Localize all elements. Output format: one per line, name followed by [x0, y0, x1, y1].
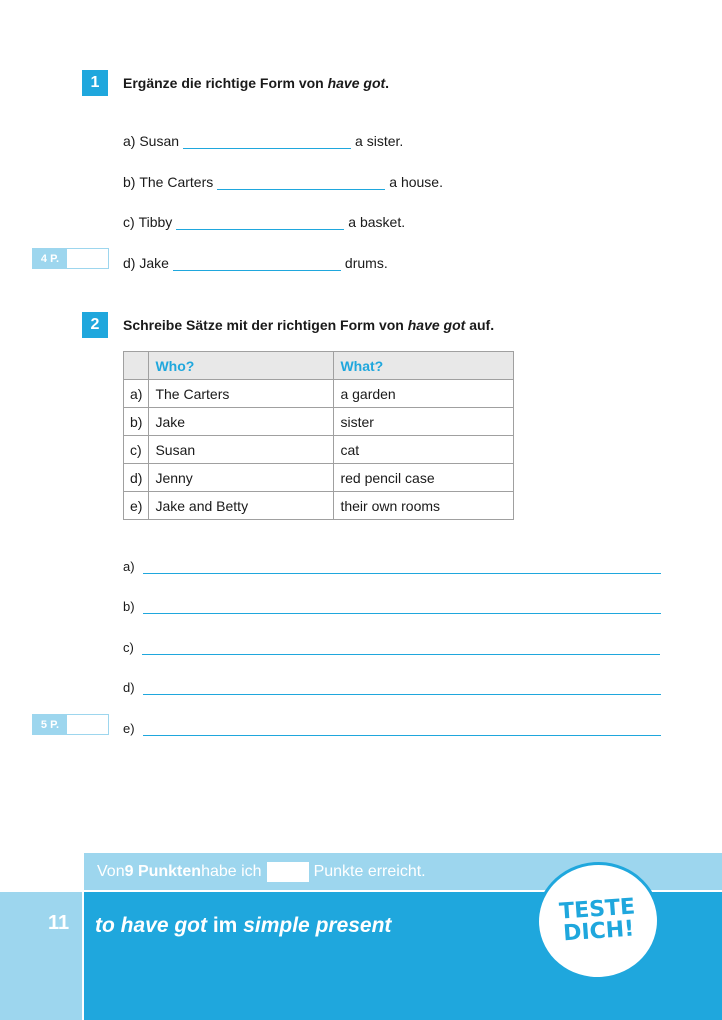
answer-letter: e)	[123, 721, 135, 736]
score-text-post: Punkte erreicht.	[313, 862, 426, 880]
table-row	[124, 408, 514, 436]
answer-line-b	[123, 599, 661, 614]
row-letter: d)	[124, 464, 149, 492]
item-letter: c)	[123, 214, 135, 230]
score-total: 9 Punkten	[124, 862, 202, 880]
badge-line-1: TESTE	[558, 894, 636, 925]
item-rest: a basket.	[348, 214, 406, 230]
answer-input[interactable]	[143, 599, 661, 614]
score-text-mid: habe ich	[201, 862, 262, 880]
row-letter: b)	[124, 408, 149, 436]
task-1-points-box	[32, 248, 109, 269]
task-1-title-end: .	[385, 75, 390, 91]
chapter-title-part-3: simple present	[243, 914, 392, 937]
table-row	[124, 492, 514, 520]
item-rest: a house.	[389, 174, 443, 190]
task-1-item-c	[123, 214, 405, 230]
points-label: 5 P.	[33, 715, 67, 734]
row-who: Susan	[149, 436, 334, 464]
row-who: The Carters	[149, 380, 334, 408]
row-who: Jake and Betty	[149, 492, 334, 520]
answer-letter: a)	[123, 559, 135, 574]
task-1-title-emphasis: have got	[327, 75, 386, 91]
answer-input[interactable]	[142, 640, 660, 655]
task-1-title-text: Ergänze die richtige Form von	[123, 75, 328, 91]
table-row	[124, 464, 514, 492]
item-letter: a)	[123, 133, 136, 149]
row-letter: a)	[124, 380, 149, 408]
answer-line-a	[123, 559, 661, 574]
row-who: Jake	[149, 408, 334, 436]
item-subject: Jake	[139, 255, 169, 271]
row-who: Jenny	[149, 464, 334, 492]
row-letter: c)	[124, 436, 149, 464]
row-letter: e)	[124, 492, 149, 520]
table-header-row	[124, 352, 514, 380]
table-header-letter	[124, 352, 149, 380]
chapter-title-part-2: im	[207, 914, 244, 937]
item-subject: Susan	[139, 133, 180, 149]
points-input[interactable]	[67, 249, 108, 268]
answer-letter: c)	[123, 640, 134, 655]
task-1-item-b	[123, 174, 443, 190]
points-input[interactable]	[67, 715, 108, 734]
chapter-title-part-1: to have got	[95, 914, 208, 937]
item-letter: b)	[123, 174, 136, 190]
answer-input[interactable]	[143, 680, 661, 695]
page-number-column	[0, 892, 82, 1020]
table-header-what: What?	[334, 352, 514, 380]
chapter-title	[95, 914, 391, 938]
answer-letter: b)	[123, 599, 135, 614]
item-rest: a sister.	[355, 133, 404, 149]
badge-line-2: DICH!	[562, 916, 636, 947]
table-row	[124, 436, 514, 464]
item-rest: drums.	[344, 255, 388, 271]
points-label: 4 P.	[33, 249, 67, 268]
answer-line-d	[123, 680, 661, 695]
answer-line-e	[123, 721, 661, 736]
task-2-title-end: auf.	[465, 317, 495, 333]
task-1-item-a	[123, 133, 403, 149]
fill-in-blank[interactable]	[176, 215, 344, 230]
score-text-pre: Von	[97, 862, 125, 880]
answer-letter: d)	[123, 680, 135, 695]
answer-input[interactable]	[143, 559, 661, 574]
fill-in-blank[interactable]	[217, 175, 385, 190]
row-what: their own rooms	[334, 492, 514, 520]
item-subject: Tibby	[138, 214, 173, 230]
task-2-title	[123, 317, 494, 333]
task-2-number: 2	[82, 312, 108, 338]
table-header-who: Who?	[149, 352, 334, 380]
fill-in-blank[interactable]	[173, 256, 341, 271]
who-what-table	[123, 351, 514, 520]
answer-input[interactable]	[143, 721, 661, 736]
fill-in-blank[interactable]	[183, 134, 351, 149]
score-total-input[interactable]	[267, 862, 309, 882]
task-2-points-box	[32, 714, 109, 735]
task-2-title-emphasis: have got	[407, 317, 466, 333]
page-number: 11	[48, 912, 70, 934]
row-what: a garden	[334, 380, 514, 408]
row-what: cat	[334, 436, 514, 464]
table-row	[124, 380, 514, 408]
row-what: red pencil case	[334, 464, 514, 492]
task-1-number: 1	[82, 70, 108, 96]
item-subject: The Carters	[139, 174, 214, 190]
row-what: sister	[334, 408, 514, 436]
task-1-item-d	[123, 255, 388, 271]
item-letter: d)	[123, 255, 136, 271]
task-2-title-text: Schreibe Sätze mit der richtigen Form von	[123, 317, 408, 333]
answer-line-c	[123, 640, 660, 655]
task-1-title	[123, 75, 389, 91]
